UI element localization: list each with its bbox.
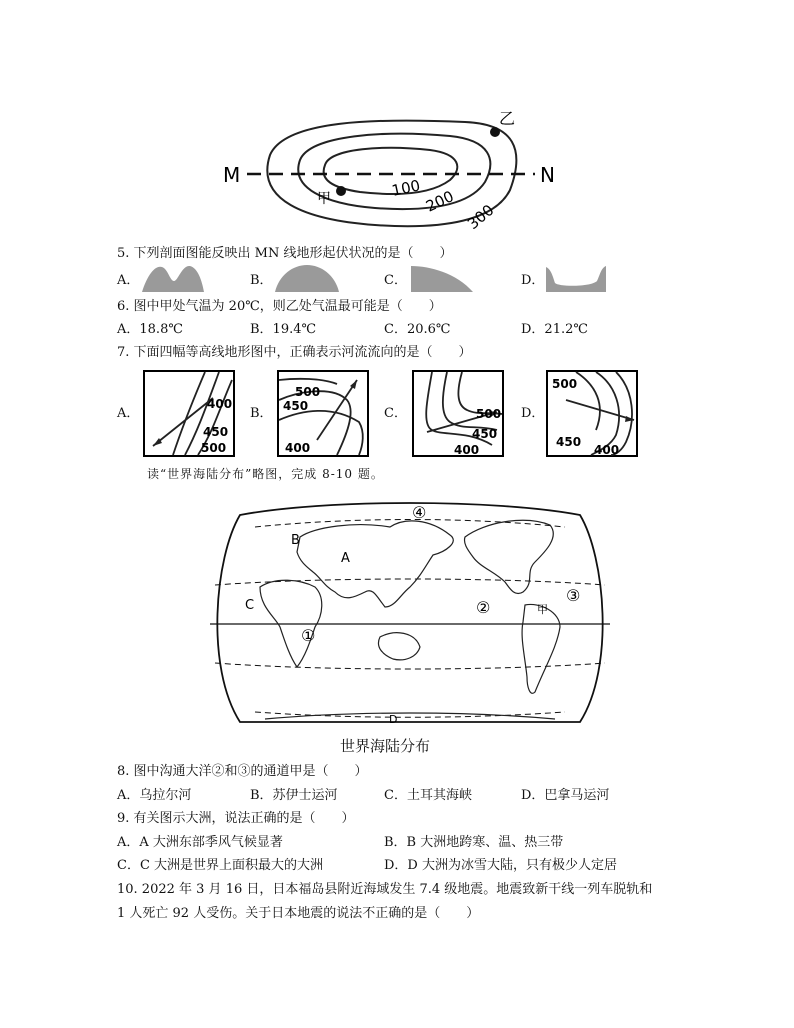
label-n: N [540,163,555,187]
svg-text:400: 400 [285,441,311,455]
world-map-title: 世界海陆分布 [340,737,431,755]
continent-south-america [522,604,560,693]
q6-option-d[interactable]: D．21.2℃ [521,322,588,337]
q5-profile-a [142,263,206,293]
label-ocean-1: ① [301,626,316,645]
q8-option-a[interactable]: A．乌拉尔河 [117,788,192,803]
q6-option-c[interactable]: C．20.6℃ [384,322,451,337]
continent-australia [378,633,420,660]
q6-option-a[interactable]: A．18.8℃ [117,322,183,337]
contour-label-300: 300 [464,200,498,234]
svg-text:400: 400 [207,397,233,411]
q7-option-a-label[interactable]: A． [117,406,140,421]
q7-option-d-label[interactable]: D． [521,406,545,421]
q9-option-b[interactable]: B．B 大洲地跨寒、温、热三带 [384,835,564,850]
svg-text:500: 500 [552,377,578,391]
q7-map-c [412,370,504,457]
continent-antarctica [265,713,555,719]
label-jia: 甲 [317,191,331,207]
q9-option-a[interactable]: A．A 大洲东部季风气候显著 [117,835,283,850]
continent-eurasia [297,521,453,607]
q7-stem: 7. 下面四幅等高线地形图中，正确表示河流流向的是（ ） [117,345,472,360]
svg-text:400: 400 [594,443,620,457]
label-ocean-2: ② [476,598,491,617]
q10-line-2: 1 人死亡 92 人受伤。关于日本地震的说法不正确的是（ ） [117,906,480,921]
label-continent-a: A [341,551,350,566]
label-yi: 乙 [499,109,516,128]
label-continent-c: C [245,598,255,613]
q7-map-a [143,370,235,457]
q7-option-b-label[interactable]: B． [250,406,273,421]
q7-map-d [546,370,638,457]
q5-profile-d [545,263,607,293]
q5-option-a-label[interactable]: A． [117,273,140,288]
q5-profile-b [275,263,339,293]
label-continent-d: D [389,713,398,726]
q8-option-c[interactable]: C．土耳其海峡 [384,788,472,803]
label-m: M [223,163,241,187]
svg-text:500: 500 [201,441,227,455]
label-channel-jia: 甲 [537,603,548,616]
q5-option-c-label[interactable]: C． [384,273,407,288]
q7-option-c-label[interactable]: C． [384,406,407,421]
q5-stem: 5. 下列剖面图能反映出 MN 线地形起伏状况的是（ ） [117,246,453,261]
q9-stem: 9. 有关图示大洲，说法正确的是（ ） [117,811,355,826]
svg-text:400: 400 [454,443,480,457]
q5-option-d-label[interactable]: D． [521,273,545,288]
contour-label-200: 200 [423,187,457,216]
label-continent-b: B [291,533,300,548]
q8-option-b[interactable]: B．苏伊士运河 [250,788,338,803]
q10-line-1: 10. 2022 年 3 月 16 日，日本福岛县附近海域发生 7.4 级地震。地震致新干线一列车脱轨和 [117,882,653,897]
point-yi [490,127,500,137]
world-map [205,497,615,729]
q5-option-b-label[interactable]: B． [250,273,273,288]
svg-text:500: 500 [476,407,502,421]
q7-map-b [277,370,369,457]
q6-stem: 6. 图中甲处气温为 20℃，则乙处气温最可能是（ ） [117,299,442,314]
q6-option-b[interactable]: B．19.4℃ [250,322,317,337]
q9-option-d[interactable]: D．D 大洲为冰雪大陆，只有极少人定居 [384,858,617,873]
point-jia [336,186,346,196]
svg-text:450: 450 [472,427,498,441]
q8-option-d[interactable]: D．巴拿马运河 [521,788,610,803]
label-ocean-3: ③ [566,586,581,605]
svg-text:500: 500 [295,385,321,399]
contour-map-figure [215,100,575,245]
svg-text:450: 450 [283,399,309,413]
continent-north-america [464,520,553,593]
label-ocean-4: ④ [412,503,427,522]
svg-text:450: 450 [203,425,229,439]
contour-label-100: 100 [390,176,422,200]
q5-profile-c [410,263,474,293]
q8-stem: 8. 图中沟通大洋②和③的通道甲是（ ） [117,764,368,779]
q9-option-c[interactable]: C．C 大洲是世界上面积最大的大洲 [117,858,324,873]
svg-text:450: 450 [556,435,582,449]
read-instruction: 读“世界海陆分布”略图，完成 8-10 题。 [147,467,384,481]
